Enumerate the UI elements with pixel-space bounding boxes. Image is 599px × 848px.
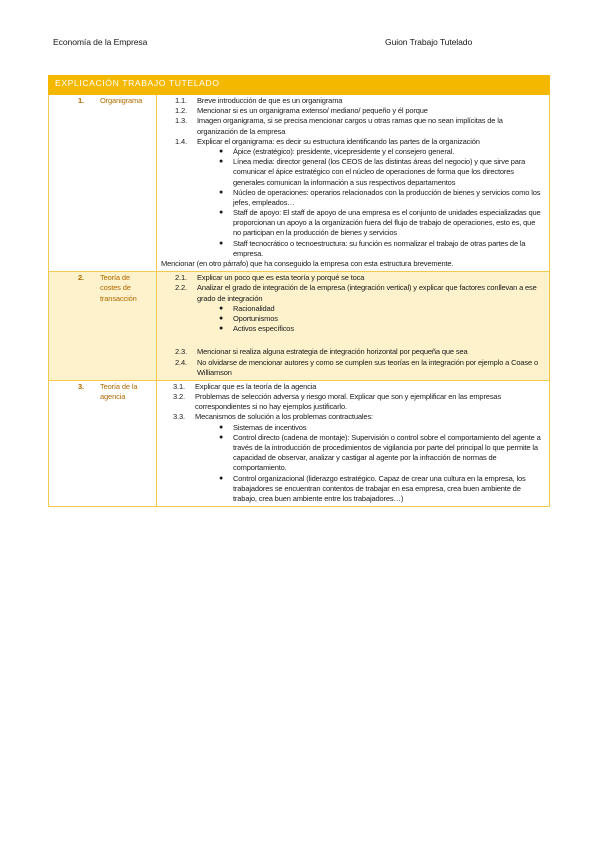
step-text: Mencionar si es un organigrama extenso/ mediano/ pequeño y él porque (197, 106, 428, 116)
bullet-icon: ● (219, 158, 224, 166)
list-item (219, 304, 545, 314)
header-document-title: Guion Trabajo Tutelado (385, 37, 473, 47)
step-text: Explicar que es la teoría de la agencia (195, 381, 317, 391)
table-row (49, 380, 550, 506)
topic-cell (49, 380, 157, 506)
list-item (219, 188, 545, 208)
topic-label: Teoría de costes de transacción (100, 273, 137, 303)
step-text: Analizar el grado de integración de la empresa (integración vertical) y explicar que factores conllevan a ese grado de integración (197, 283, 537, 303)
step-text: Breve introducción de que es un organigrama (197, 96, 343, 105)
list-item (219, 474, 545, 505)
step-text: Mecanismos de solución a los problemas contractuales: (195, 412, 373, 422)
list-item (219, 208, 545, 239)
bullet-icon: ● (219, 433, 224, 441)
step-text: Explicar un poco que es esta teoría y porqué se toca (197, 273, 365, 283)
content-cell (157, 380, 550, 506)
topic-number: 2. (78, 273, 84, 283)
step-number: 2.1. (175, 273, 187, 283)
bullet-text: Activos específicos (233, 324, 294, 334)
bullet-text: Oportunismos (233, 313, 278, 323)
topic-teoria-agencia (53, 382, 152, 402)
bullet-icon: ● (219, 209, 224, 217)
topic-label: Organigrama (100, 96, 143, 105)
step-text: Mencionar si realiza alguna estrategia de integración horizontal por pequeña que sea (197, 347, 468, 357)
bullet-text: Ápice (estratégico): presidente, vicepresidente y el consejero general. (233, 146, 455, 156)
bullet-icon: ● (219, 314, 224, 322)
bullet-text: Control organizacional (liderazgo estratégico. Capaz de crear una cultura en la empresa, los trabajadores se encuentran contentos de trabajar en esa empresa, crea buen ambiente de trabajo, crea buen ambiente entre los trabajadores…) (233, 473, 526, 503)
list-item (219, 423, 545, 433)
step-number: 2.3. (175, 347, 187, 357)
bullet-icon: ● (219, 325, 224, 333)
step-text: Problemas de selección adversa y riesgo moral. Explicar que son y ejemplificar en las empresas correspondientes si no hay ejemplos justificarlo. (195, 392, 502, 412)
list-item (175, 137, 545, 147)
step-number: 3.1. (173, 381, 185, 391)
topic-label: Teoría de la agencia (100, 381, 138, 402)
step-text: No olvidarse de mencionar autores y como se cumplen sus teorías en la integración por ejemplo a Coase o Williamson (197, 357, 538, 377)
step-number: 3.2. (173, 392, 185, 402)
list-item (175, 116, 545, 136)
bullet-text: Núcleo de operaciones: operarios relacionados con la producción de bienes y servicios como los jefes, empleados… (233, 187, 541, 207)
step-number: 1.1. (175, 96, 187, 105)
list-item (219, 433, 545, 474)
list-item (219, 324, 545, 334)
topic-number: 1. (78, 96, 84, 105)
bullet-icon: ● (219, 423, 224, 431)
step-number: 3.3. (173, 412, 185, 422)
list-item (175, 96, 545, 106)
list-item (175, 358, 545, 378)
step-number: 2.2. (175, 283, 187, 293)
bullet-text: Staff tecnocrático o tecnoestructura: su función es normalizar el trabajo de otras partes de la empresa. (233, 238, 526, 258)
table-row (49, 95, 550, 272)
closing-note: Mencionar (en otro párrafo) que ha conseguido la empresa con esta estructura brevemente. (161, 259, 454, 268)
bullet-text: Línea media: director general (los CEOS de las distintas áreas del negocio) y que sirve para comunicar el ápice estratégico con el núcleo de operaciones de forma que los directores generales comunican la información a sus respectivos departamentos (233, 157, 526, 187)
topic-organigrama (53, 96, 152, 106)
table-title: EXPLICACIÓN TRABAJO TUTELADO (49, 76, 550, 95)
bullet-icon: ● (219, 304, 224, 312)
topic-cell (49, 95, 157, 272)
bullet-icon: ● (219, 474, 224, 482)
topic-number: 3. (78, 381, 84, 391)
table-title-row (49, 76, 550, 95)
content-cell (157, 95, 550, 272)
topic-cell (49, 272, 157, 381)
list-item (219, 147, 545, 157)
guide-table (48, 75, 550, 507)
step-number: 1.4. (175, 136, 187, 146)
list-item (219, 157, 545, 188)
bullet-text: Sistemas de incentivos (233, 422, 307, 432)
list-item (173, 392, 545, 412)
list-item (175, 283, 545, 303)
list-item (219, 314, 545, 324)
step-number: 2.4. (175, 357, 187, 367)
table-row (49, 272, 550, 381)
list-item (173, 382, 545, 392)
list-item (173, 412, 545, 422)
header-subject: Economía de la Empresa (53, 37, 148, 47)
list-item (175, 347, 545, 357)
bullet-text: Racionalidad (233, 303, 275, 313)
step-number: 1.2. (175, 106, 187, 116)
content-cell (157, 272, 550, 381)
list-item (219, 239, 545, 259)
bullet-icon: ● (219, 147, 224, 155)
bullet-text: Staff de apoyo: El staff de apoyo de una empresa es el conjunto de unidades especializadas que proporcionan un apoyo a la organización fuera del flujo de trabajo de operaciones, esto es, que no participan en la producción de bienes y servicios (233, 208, 541, 238)
step-text: Explicar el organigrama: es decir su estructura identificando las partes de la organización (197, 136, 480, 146)
bullet-icon: ● (219, 239, 224, 247)
topic-costes-transaccion (53, 273, 152, 304)
bullet-icon: ● (219, 188, 224, 196)
bullet-text: Control directo (cadena de montaje): Supervisión o control sobre el comportamiento del agente a través de la introducción de procedimientos de vigilancia por parte del principal lo que permite la capacidad de observar, analizar y castigar al agente por la infracción de normas de comportamiento. (233, 432, 541, 473)
step-number: 1.3. (175, 116, 187, 126)
list-item (175, 273, 545, 283)
list-item (175, 106, 545, 116)
step-text: Imagen organigrama, si se precisa mencionar cargos u otras ramas que no sean implícitas de la organización de la empresa (197, 116, 503, 136)
